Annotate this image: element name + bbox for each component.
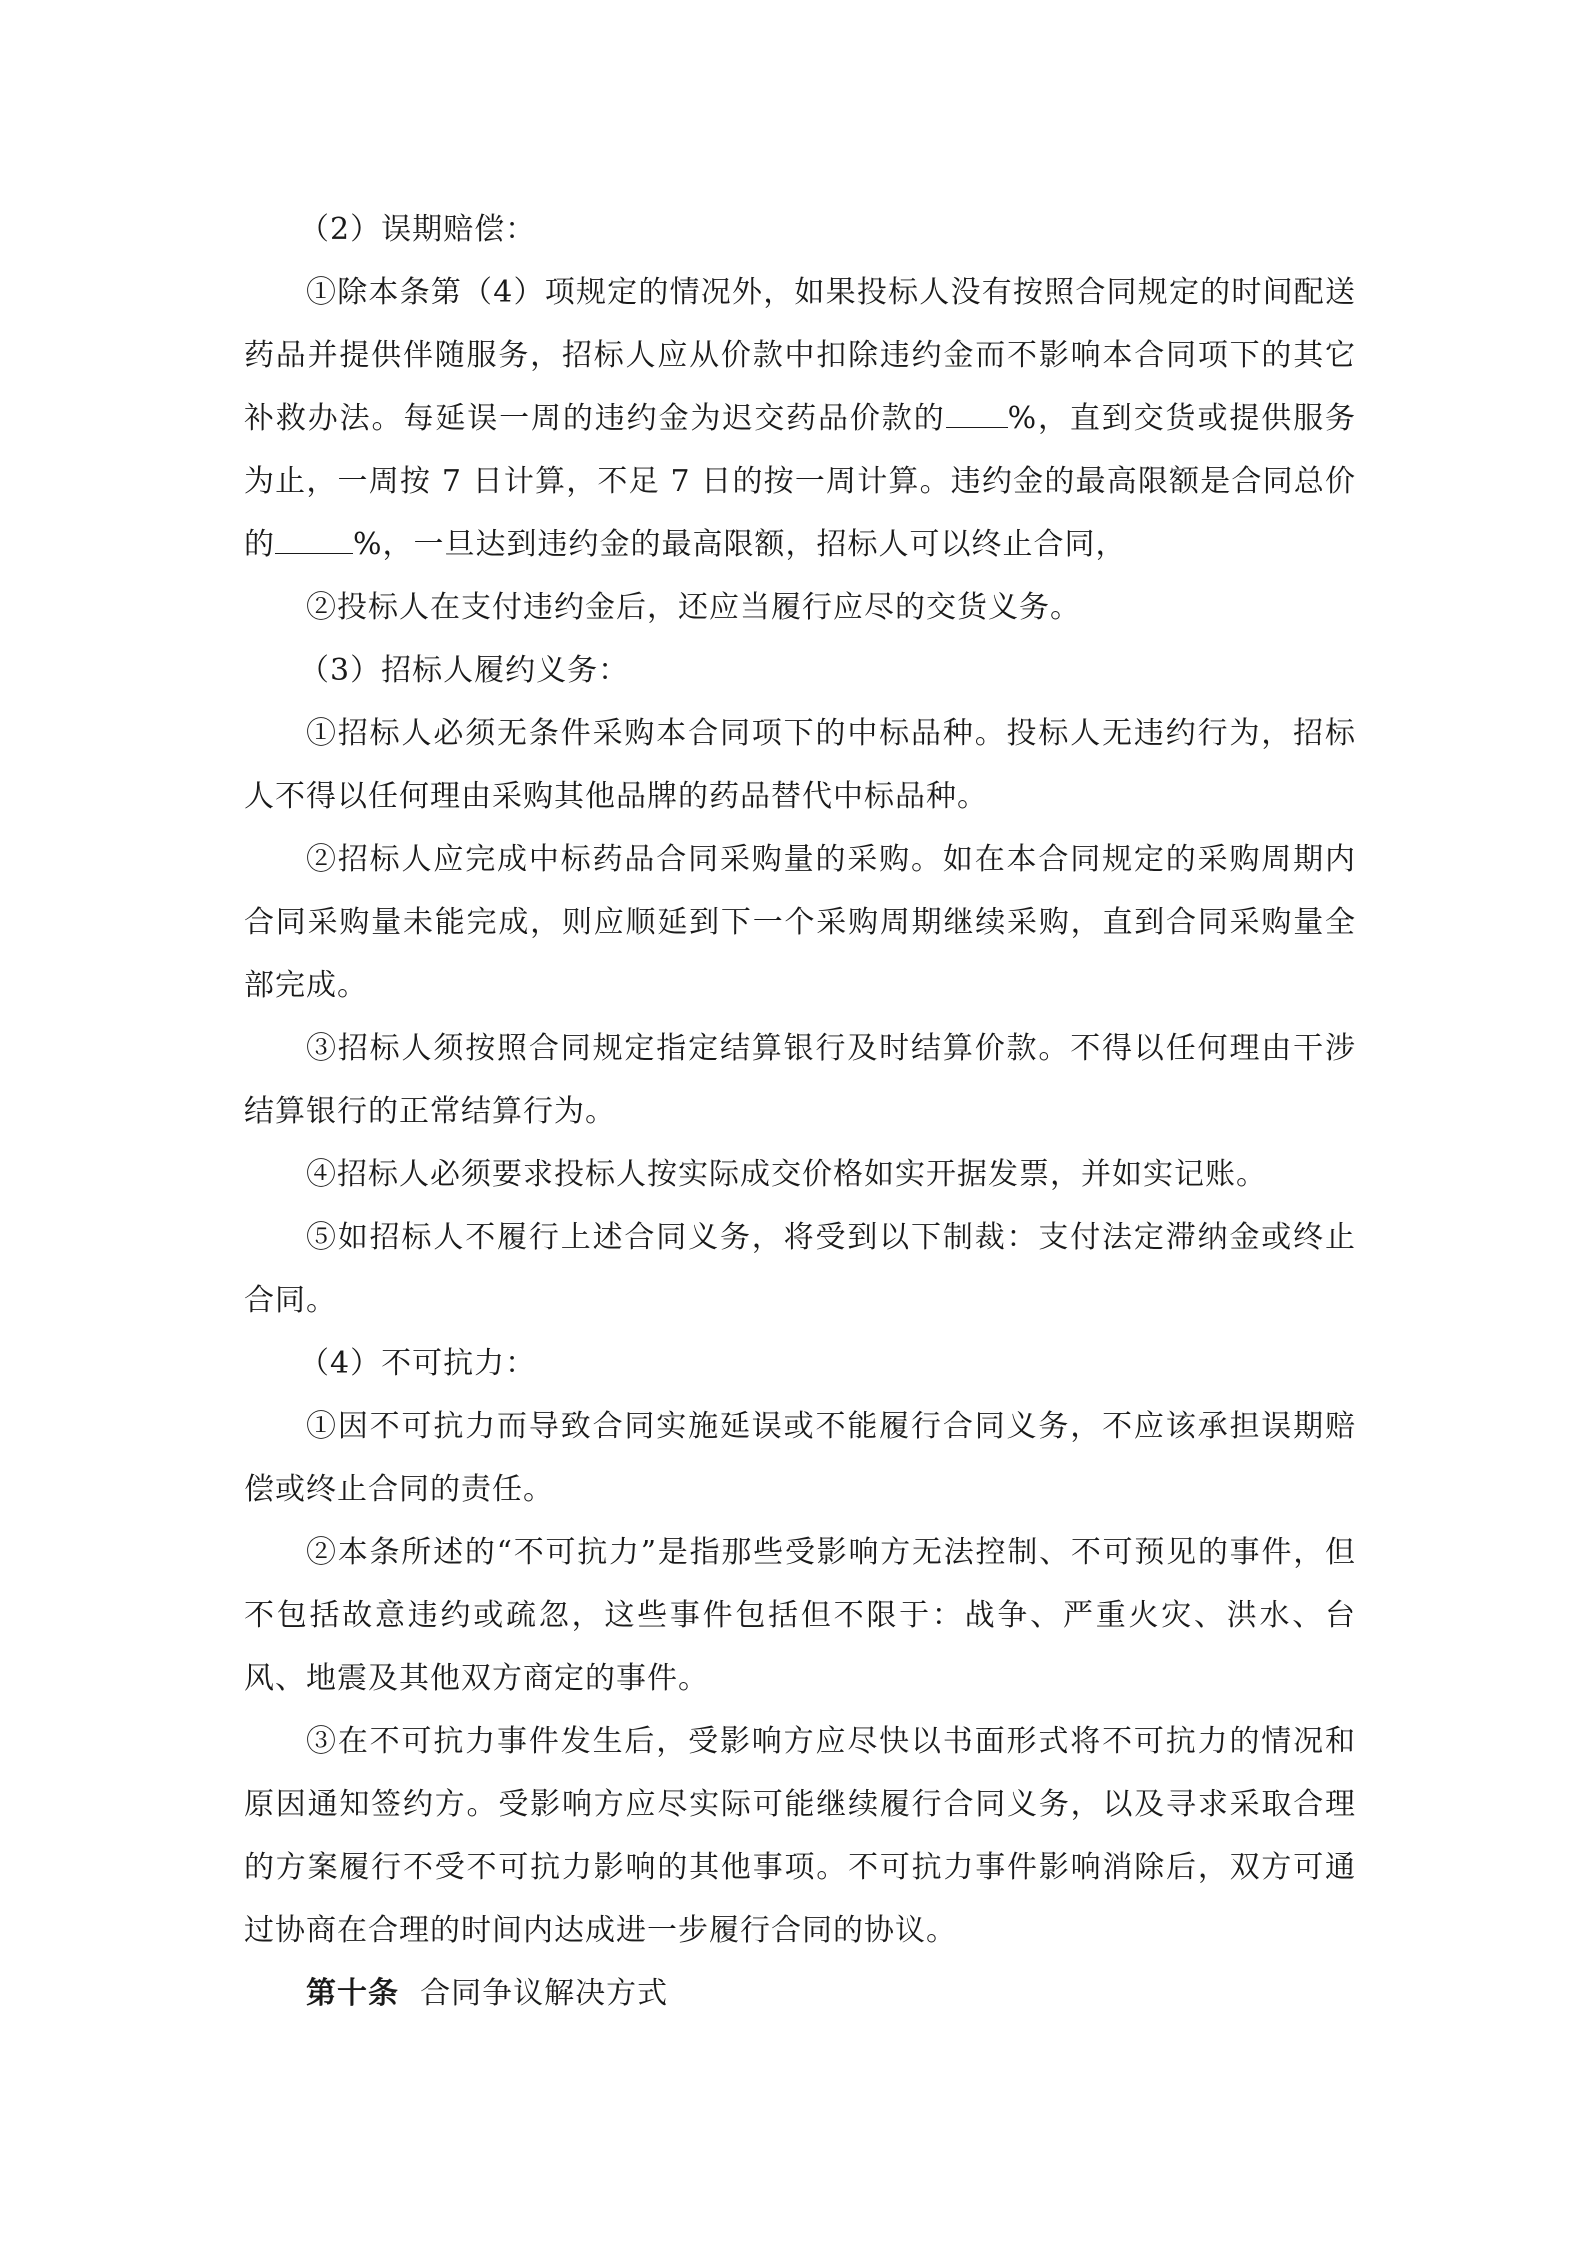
blank-field-max-penalty — [275, 527, 353, 554]
section-3-paragraph-4: ④招标人必须要求投标人按实际成交价格如实开据发票，并如实记账。 — [306, 1157, 1267, 1192]
section-2-paragraph-1 — [244, 261, 1356, 576]
article-10-heading — [244, 1962, 1356, 2025]
s2-p1-text-part2: %，直到交货或提供服务为止，一周按 7 日计算，不足 7 日的按一周计算。违约金的最高限额是合同总价的 — [244, 401, 1357, 562]
section-3-paragraph-3: ③招标人须按照合同规定指定结算银行及时结算价款。不得以任何理由干涉结算银行的正常结算行为。 — [244, 1031, 1356, 1129]
s2-p1-text-part3: %，一旦达到违约金的最高限额，招标人可以终止合同， — [353, 527, 1127, 562]
section-3-paragraph-2: ②招标人应完成中标药品合同采购量的采购。如在本合同规定的采购周期内合同采购量未能完成，则应顺延到下一个采购周期继续采购，直到合同采购量全部完成。 — [244, 842, 1356, 1003]
section-4-paragraph-2: ②本条所述的“不可抗力”是指那些受影响方无法控制、不可预见的事件，但不包括故意违约或疏忽，这些事件包括但不限于：战争、严重火灾、洪水、台风、地震及其他双方商定的事件。 — [244, 1535, 1356, 1696]
section-2-paragraph-2: ②投标人在支付违约金后，还应当履行应尽的交货义务。 — [306, 590, 1081, 625]
article-10-spacer — [399, 1976, 420, 2011]
section-4-heading — [244, 1332, 1356, 1395]
document-body — [244, 198, 1356, 2025]
section-3-paragraph-1: ①招标人必须无条件采购本合同项下的中标品种。投标人无违约行为，招标人不得以任何理由采购其他品牌的药品替代中标品种。 — [244, 716, 1356, 814]
section-2-heading — [244, 198, 1356, 261]
article-10-title: 合同争议解决方式 — [420, 1976, 669, 2011]
section-3-paragraph-5: ⑤如招标人不履行上述合同义务，将受到以下制裁：支付法定滞纳金或终止合同。 — [244, 1220, 1356, 1318]
section-2-title: （2）误期赔偿： — [299, 212, 537, 247]
section-4-paragraph-3: ③在不可抗力事件发生后，受影响方应尽快以书面形式将不可抗力的情况和原因通知签约方。受影响方应尽实际可能继续履行合同义务，以及寻求采取合理的方案履行不受不可抗力影响的其他事项。不可抗力事件影响消除后，双方可通过协商在合理的时间内达成进一步履行合同的协议。 — [244, 1724, 1356, 1948]
section-4-title: （4）不可抗力： — [299, 1346, 537, 1381]
section-3-heading — [244, 639, 1356, 702]
article-10-label: 第十条 — [306, 1976, 399, 2011]
section-3-title: （3）招标人履约义务： — [299, 653, 630, 688]
blank-field-penalty-rate — [946, 401, 1008, 428]
section-4-paragraph-1: ①因不可抗力而导致合同实施延误或不能履行合同义务，不应该承担误期赔偿或终止合同的责任。 — [244, 1409, 1356, 1507]
s2-p1-text-part1: ①除本条第（4）项规定的情况外，如果投标人没有按照合同规定的时间配送药品并提供伴随服务，招标人应从价款中扣除违约金而不影响本合同项下的其它补救办法。每延误一周的违约金为迟交药品价款的 — [244, 275, 1356, 436]
